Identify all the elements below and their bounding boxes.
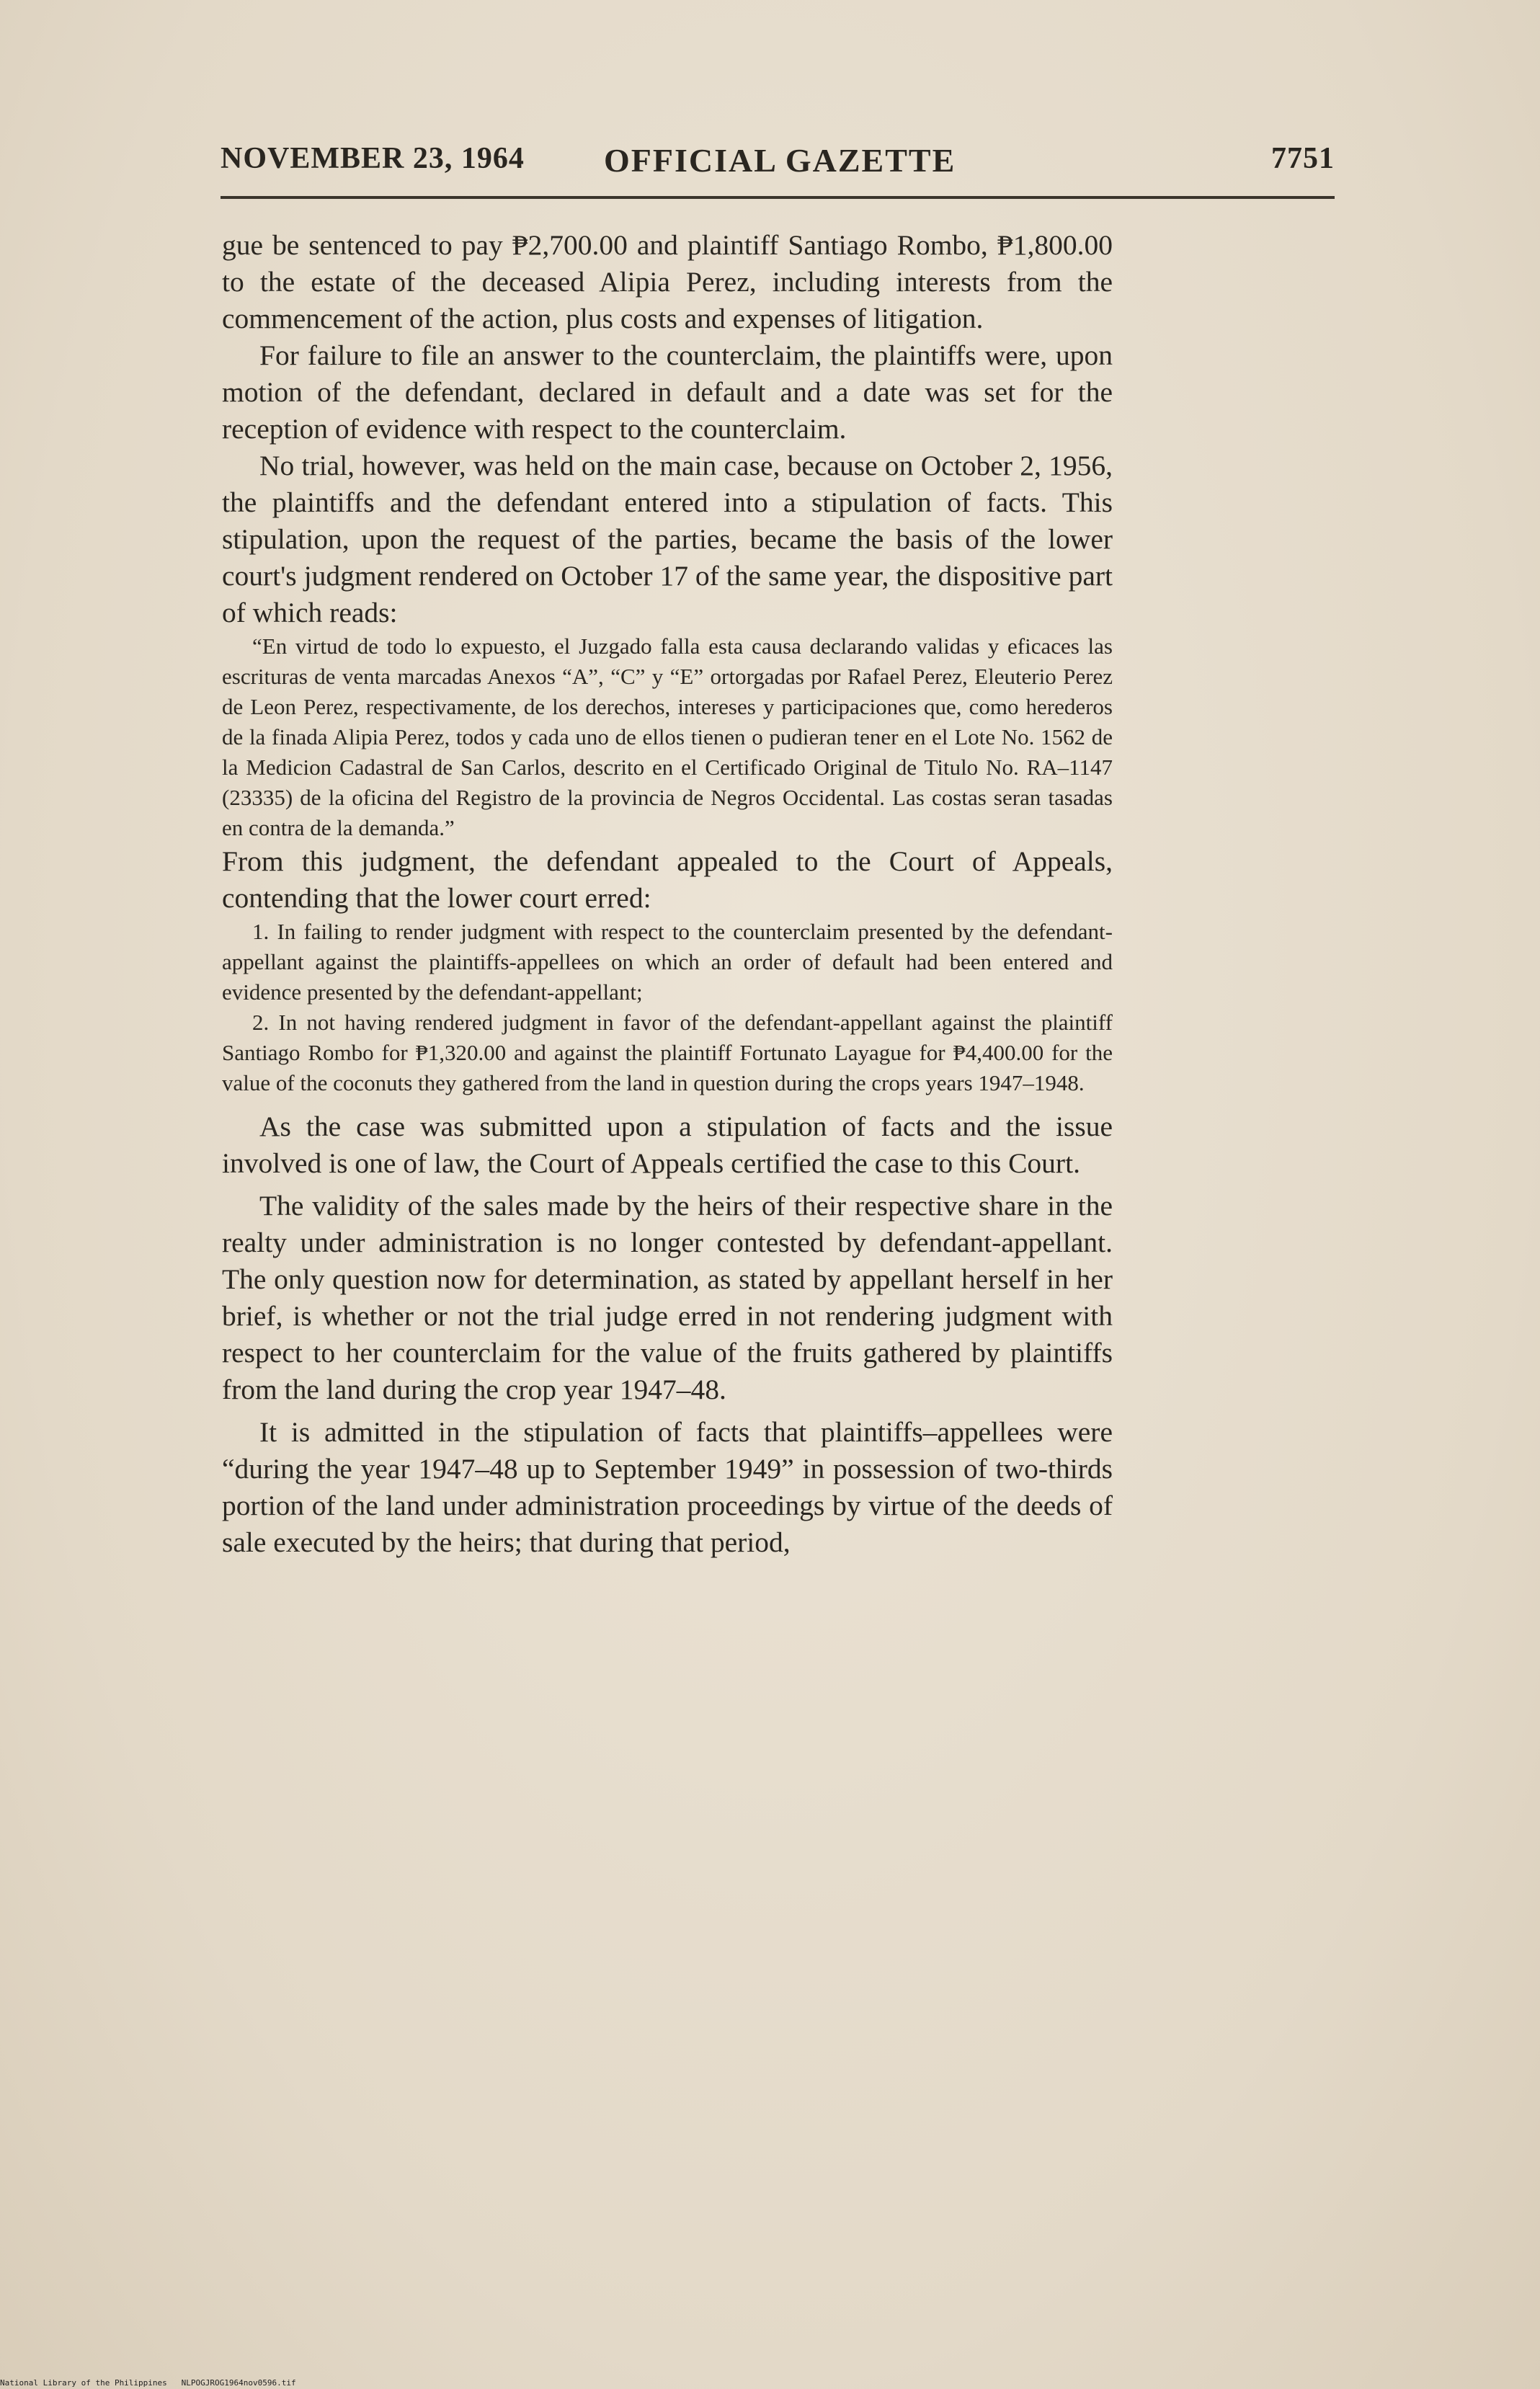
page-body — [222, 227, 1113, 1561]
appeal-intro: From this judgment, the defendant appealed to the Court of Appeals, contending that the lower court erred: — [222, 845, 1113, 914]
paragraph: The validity of the sales made by the heirs of their respective share in the realty under administration is no longer contested by defendant-appellant. The only question now for determination, as stated by appellant herself in her brief, is whether or not the trial judge erred in not rendering judgment with respect to her counterclaim for the value of the fruits gathered by plaintiffs from the land during the crop year 1947–48. — [222, 1190, 1113, 1405]
quoted-judgment: “En virtud de todo lo expuesto, el Juzgado falla esta causa declarando validas y eficaces las escrituras de venta marcadas Anexos “A”, “C” y “E” ortorgadas por Rafael Perez, Eleuterio Perez de Leon Perez, respectivamente, de los derechos, intereses y participaciones que, como herederos de la finada Alipia Perez, todos y cada uno de ellos tienen o pudieran tener en el Lote No. 1562 de la Medicion Cadastral de San Carlos, descrito en el Certificado Original de Titulo No. RA–1147 (23335) de la oficina del Registro de la provincia de Negros Occidental. Las costas seran tasadas en contra de la demanda.” — [222, 633, 1113, 840]
paragraph: gue be sentenced to pay ₱2,700.00 and plaintiff Santiago Rombo, ₱1,800.00 to the estate of the deceased Alipia Perez, including interests from the commencement of the action, plus costs and expenses of litigation. — [222, 229, 1113, 334]
paragraph: It is admitted in the stipulation of facts that plaintiffs–appellees were “during the year 1947–48 up to September 1949” in possession of two-thirds portion of the land under administration proceedings by virtue of the deeds of sale executed by the heirs; that during that period, — [222, 1416, 1113, 1558]
header-title: OFFICIAL GAZETTE — [604, 142, 956, 179]
assigned-error: 2. In not having rendered judgment in favor of the defendant-appellant against the plaintiff Santiago Rombo for ₱1,320.00 and against the plaintiff Fortunato Layague for ₱4,400.00 for the value of the coconuts they gathered from the land in question during the crops years 1947–1948. — [222, 1010, 1113, 1095]
header-date: NOVEMBER 23, 1964 — [221, 142, 525, 175]
header-rule — [221, 196, 1335, 199]
header-page-number: 7751 — [1271, 142, 1335, 175]
page-header — [221, 141, 1335, 184]
footer-file: NLPOGJROG1964nov0596.tif — [181, 2378, 296, 2388]
scan-footer — [0, 2378, 296, 2388]
assigned-error: 1. In failing to render judgment with respect to the counterclaim presented by the defendant-appellant against the plaintiffs-appellees on which an order of default had been entered and evidence presented by the defendant-appellant; — [222, 919, 1113, 1005]
paragraph: No trial, however, was held on the main case, because on October 2, 1956, the plaintiffs and the defendant entered into a stipulation of facts. This stipulation, upon the request of the parties, became the basis of the lower court's judgment rendered on October 17 of the same year, the dispositive part of which reads: — [222, 450, 1113, 628]
footer-library: National Library of the Philippines — [0, 2378, 167, 2388]
paragraph: As the case was submitted upon a stipulation of facts and the issue involved is one of law, the Court of Appeals certified the case to this Court. — [222, 1111, 1113, 1179]
paragraph: For failure to file an answer to the counterclaim, the plaintiffs were, upon motion of the defendant, declared in default and a date was set for the reception of evidence with respect to the counterclaim. — [222, 339, 1113, 445]
